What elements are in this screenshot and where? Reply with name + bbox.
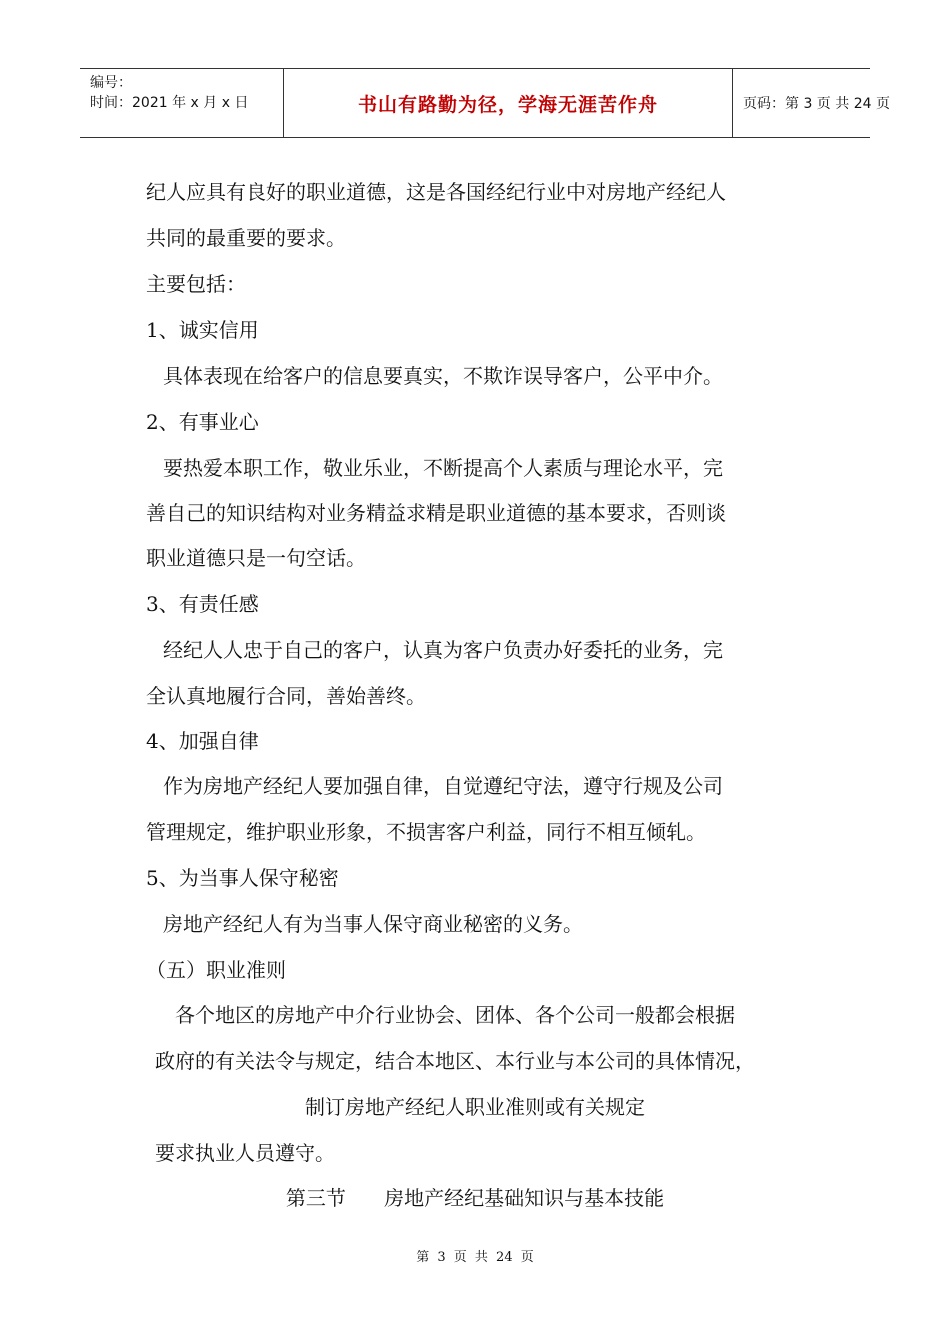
body-line: 要求执业人员遵守。 xyxy=(155,1141,335,1165)
body-line: 纪人应具有良好的职业道德，这是各国经纪行业中对房地产经纪人 xyxy=(146,180,726,204)
body-line: 职业道德只是一句空话。 xyxy=(146,546,366,570)
header-meta xyxy=(80,69,283,137)
header-page-info: 页码：第 3 页 共 24 页 xyxy=(743,96,890,112)
header-motto-cell xyxy=(283,69,733,137)
list-heading-2: 2、有事业心 xyxy=(146,410,259,434)
document-number-label: 编号： xyxy=(90,75,132,91)
body-line: 房地产经纪人有为当事人保守商业秘密的义务。 xyxy=(163,912,583,936)
body-line: 主要包括： xyxy=(146,272,246,296)
body-line: 善自己的知识结构对业务精益求精是职业道德的基本要求，否则谈 xyxy=(146,501,726,525)
page-header xyxy=(80,68,890,138)
body-line: 管理规定，维护职业形象，不损害客户利益，同行不相互倾轧。 xyxy=(146,820,706,844)
body-line: 具体表现在给客户的信息要真实，不欺诈误导客户，公平中介。 xyxy=(163,364,723,388)
list-heading-4: 4、加强自律 xyxy=(146,729,259,753)
body-line: 要热爱本职工作，敬业乐业，不断提高个人素质与理论水平，完 xyxy=(163,456,723,480)
list-heading-3: 3、有责任感 xyxy=(146,592,259,616)
list-heading-1: 1、诚实信用 xyxy=(146,318,259,342)
list-heading-5: 5、为当事人保守秘密 xyxy=(146,866,339,890)
section-heading: （五）职业准则 xyxy=(146,958,286,982)
chapter-section-title: 第三节 房地产经纪基础知识与基本技能 xyxy=(285,1186,665,1210)
body-line: 经纪人人忠于自己的客户，认真为客户负责办好委托的业务，完 xyxy=(163,638,723,662)
page-footer: 第 3 页 共 24 页 xyxy=(416,1250,534,1265)
header-motto: 书山有路勤为径，学海无涯苦作舟 xyxy=(357,93,658,116)
body-line: 各个地区的房地产中介行业协会、团体、各个公司一般都会根据 xyxy=(175,1003,735,1027)
body-line: 政府的有关法令与规定，结合本地区、本行业与本公司的具体情况， xyxy=(155,1049,755,1073)
body-line: 全认真地履行合同，善始善终。 xyxy=(146,684,426,708)
body-line: 共同的最重要的要求。 xyxy=(146,226,346,250)
body-line: 作为房地产经纪人要加强自律，自觉遵纪守法，遵守行规及公司 xyxy=(163,774,723,798)
body-line-centered: 制订房地产经纪人职业准则或有关规定 xyxy=(305,1095,645,1119)
document-date-label: 时间：2021 年 x 月 x 日 xyxy=(90,95,249,111)
